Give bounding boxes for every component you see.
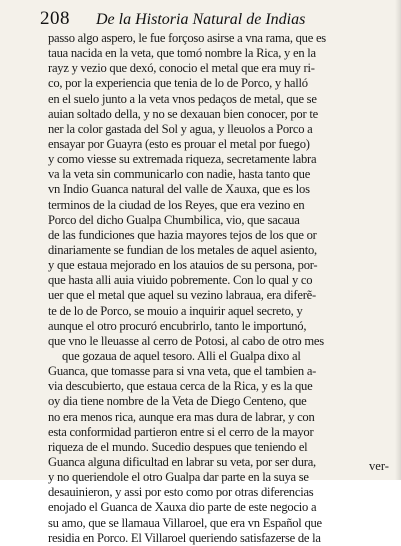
text-line: rayz y vezio que dexó, conocio el metal que era muy ri-: [48, 61, 315, 76]
body-text: [48, 31, 394, 546]
text-line: auian soltado della, y no se dexauan bien conocer, por te: [48, 106, 318, 121]
text-line: Guanca alguna dificultad en labrar su veta, por ser dura,: [48, 454, 316, 469]
text-line: dinariamente se fundian de los metales de aquel asiento,: [48, 242, 317, 257]
page-edge-shadow: [395, 0, 401, 480]
text-line: aunque el otro procuró encubrirlo, tanto le importunó,: [48, 318, 307, 333]
text-line: residia en Porco. El Villaroel queriendo satisfazerse de la: [48, 530, 321, 545]
text-line: y que estaua mejorado en los atauios de su persona, por-: [48, 258, 318, 273]
page-header: [0, 8, 401, 30]
text-line: Guanca, que tomasse para si vna veta, que el tambien a-: [48, 364, 317, 379]
text-line: que gozaua de aquel tesoro. Alli el Gualpa dixo al: [62, 348, 301, 363]
text-line: oy dia tiene nombre de la Veta de Diego Centeno, que: [48, 394, 307, 409]
text-line: ensayar por Guayra (esto es prouar el metal por fuego): [48, 136, 310, 151]
text-line: su amo, que se llamaua Villaroel, que era vn Español que: [48, 515, 322, 530]
catchword: ver-: [368, 459, 389, 473]
text-line: no era menos rica, aunque era mas dura de labrar, y con: [48, 409, 315, 424]
text-line: que vno le lleuasse al cerro de Potosi, al cabo de otro mes: [48, 333, 324, 348]
text-line: de las fundiciones que hazia mayores tejos de los que or: [48, 227, 317, 242]
text-line: desauinieron, y assi por esto como por otras diferencias: [48, 485, 314, 500]
page-number: 208: [40, 8, 70, 29]
text-line: en el suelo junto a la veta vnos pedaços de metal, que se: [48, 91, 317, 106]
text-line: vn Indio Guanca natural del valle de Xauxa, que es los: [48, 182, 310, 197]
text-line: co, por la experiencia que tenia de lo de Porco, y halló: [48, 76, 308, 91]
text-line: enojado el Guanca de Xauxa dio parte de este negocio a: [48, 500, 317, 515]
text-line: taua nacida en la veta, que tomó nombre la Rica, y en la: [48, 46, 316, 61]
text-line: y como viesse su extremada riqueza, secretamente labra: [48, 152, 317, 167]
text-line: esta conformidad partieron entre si el cerro de la mayor: [48, 424, 314, 439]
text-line: uer que el metal que aquel su vezino labraua, era diferẽ-: [48, 288, 316, 303]
text-line: va la veta sin communicarlo con nadie, hasta tanto que: [48, 167, 311, 182]
text-line: passo algo aspero, le fue forçoso asirse a vna rama, que es: [48, 31, 326, 45]
text-line: que hasta alli auia viuido pobremente. Con lo qual y co: [48, 273, 313, 288]
text-line: te de lo de Porco, se mouio a inquirir aquel secreto, y: [48, 303, 303, 318]
text-line: Porco del dicho Gualpa Chumbilica, vio, que sacaua: [48, 212, 300, 227]
text-line: riqueza de el mundo. Sucedio despues que teniendo el: [48, 439, 308, 454]
text-line: terminos de la ciudad de los Reyes, que era vezino en: [48, 197, 305, 212]
text-line: via descubierto, que estaua cerca de la Rica, y es la que: [48, 379, 313, 394]
text-line: y no queriendole el otro Gualpa dar parte en la suya se: [48, 470, 309, 485]
running-head: De la Historia Natural de Indias: [96, 11, 306, 28]
text-line: ner la color gastada del Sol y agua, y lleuolos a Porco a: [48, 121, 313, 136]
